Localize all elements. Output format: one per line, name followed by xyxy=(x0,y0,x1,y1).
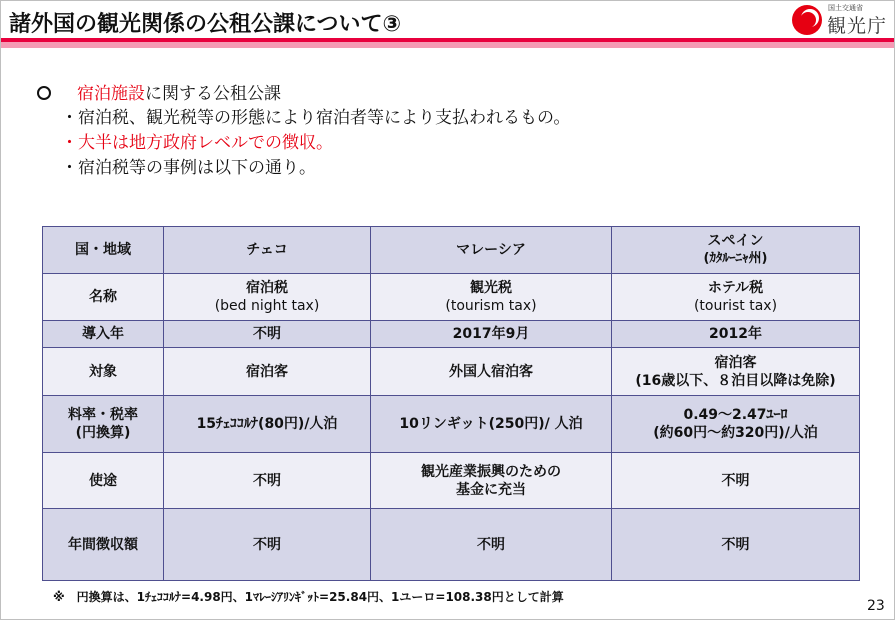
logo-agency-text: 観光庁 xyxy=(827,15,888,37)
cell-malaysia: マレーシア xyxy=(371,227,612,274)
footnote: ※ 円換算は、1ﾁｪｺｺﾙﾅ=4.98円、1ﾏﾚｰｼｱﾘﾝｷﾞｯﾄ=25.84円、1ユーロ=108.38円として計算 xyxy=(53,590,564,604)
row-label: 導入年 xyxy=(43,321,164,348)
cell-line: (ｶﾀﾙｰﾆｬ州) xyxy=(703,251,768,266)
cell-spain xyxy=(612,396,860,453)
intro-bullet-3: ・宿泊税等の事例は以下の通り。 xyxy=(61,158,316,178)
cell-malaysia: 不明 xyxy=(371,509,612,581)
cell-czech: 15ﾁｪｺｺﾙﾅ(80円)/人泊 xyxy=(164,396,371,453)
sun-logo-icon xyxy=(791,4,823,36)
table-row xyxy=(43,396,860,453)
cell-line: (bed night tax) xyxy=(214,298,320,314)
cell-czech: チェコ xyxy=(164,227,371,274)
row-label: 使途 xyxy=(43,453,164,509)
cell-line: 宿泊税 xyxy=(246,280,288,296)
page-title: 諸外国の観光関係の公租公課について③ xyxy=(9,12,402,37)
cell-line: (16歳以下、８泊目以降は免除) xyxy=(635,372,836,389)
cell-spain: 不明 xyxy=(612,453,860,509)
row-label: 対象 xyxy=(43,348,164,396)
cell-czech: 不明 xyxy=(164,321,371,348)
table-row xyxy=(43,274,860,321)
table-row xyxy=(43,453,860,509)
cell-line: 0.49～2.47ﾕｰﾛ xyxy=(683,407,788,423)
row-label: 名称 xyxy=(43,274,164,321)
cell-spain xyxy=(612,227,860,274)
cell-line: (tourist tax) xyxy=(693,298,778,314)
cell-line: スペイン xyxy=(707,233,764,249)
row-label: 年間徴収額 xyxy=(43,509,164,581)
title-underline-pink xyxy=(1,42,894,48)
cell-malaysia: 10リンギット(250円)/ 人泊 xyxy=(371,396,612,453)
row-label: 国・地域 xyxy=(43,227,164,274)
cell-spain xyxy=(612,348,860,396)
cell-spain: 不明 xyxy=(612,509,860,581)
cell-malaysia: 外国人宿泊客 xyxy=(371,348,612,396)
cell-line: 観光税 xyxy=(470,280,512,296)
intro-highlight: 宿泊施設 xyxy=(77,84,145,104)
cell-line: 料率・税率 xyxy=(68,407,138,423)
jta-logo xyxy=(791,2,895,37)
intro-rest: に関する公租公課 xyxy=(145,84,281,104)
logo-ministry-text: 国土交通省 xyxy=(828,4,863,12)
circle-bullet-icon xyxy=(37,86,51,100)
cell-czech: 宿泊客 xyxy=(164,348,371,396)
cell-line: ホテル税 xyxy=(707,280,764,296)
page-number: 23 xyxy=(867,598,885,614)
cell-line: (約60円～約320円)/人泊 xyxy=(653,425,818,441)
cell-line: 基金に充当 xyxy=(456,481,526,498)
table-row xyxy=(43,509,860,581)
cell-malaysia: 2017年9月 xyxy=(371,321,612,348)
row-label xyxy=(43,396,164,453)
cell-line: 宿泊客 xyxy=(714,354,757,371)
intro-bullet-1: ・宿泊税、観光税等の形態により宿泊者等により支払われるもの。 xyxy=(61,108,571,128)
table-row xyxy=(43,321,860,348)
cell-spain xyxy=(612,274,860,321)
cell-czech: 不明 xyxy=(164,453,371,509)
intro-heading xyxy=(37,79,281,104)
table-row xyxy=(43,348,860,396)
cell-malaysia xyxy=(371,274,612,321)
cell-czech xyxy=(164,274,371,321)
table-row xyxy=(43,227,860,274)
tax-comparison-table xyxy=(42,226,860,581)
cell-czech: 不明 xyxy=(164,509,371,581)
intro-bullet-2: ・大半は地方政府レベルでの徴収。 xyxy=(61,133,333,153)
cell-spain: 2012年 xyxy=(612,321,860,348)
cell-line: 観光産業振興のための xyxy=(421,463,561,480)
cell-line: (円換算) xyxy=(75,425,131,441)
cell-malaysia xyxy=(371,453,612,509)
cell-line: (tourism tax) xyxy=(445,298,537,314)
